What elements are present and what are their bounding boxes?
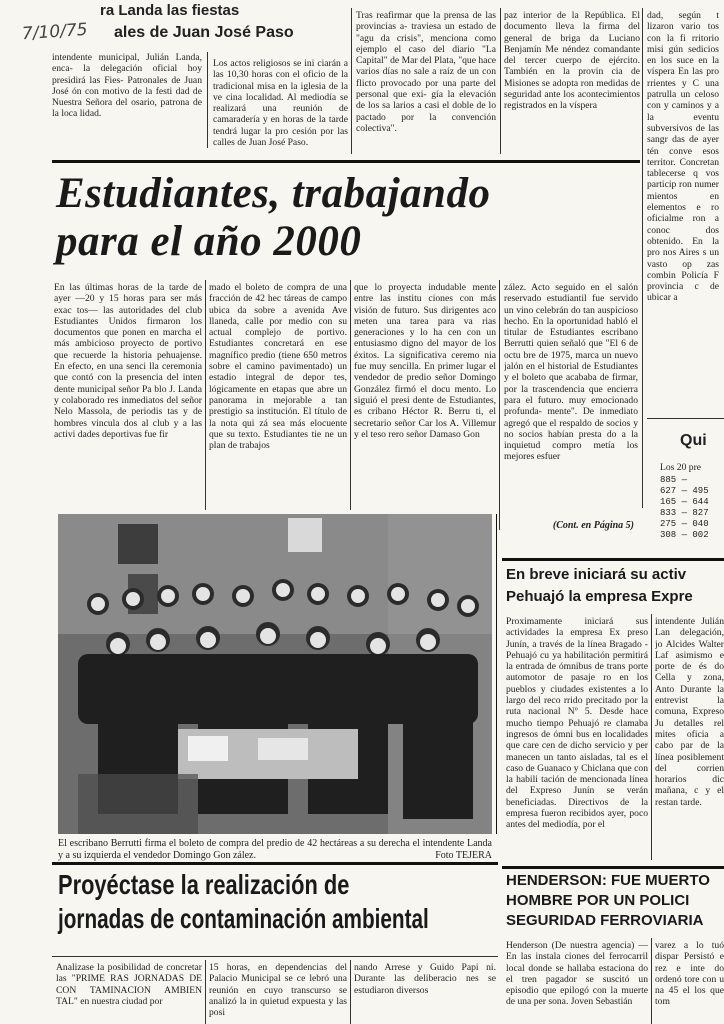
section-rule [647,418,724,419]
express-title-line2: Pehuajó la empresa Expre [506,588,693,605]
section-rule [52,160,640,163]
main-article-col1: En las últimas horas de la tarde de ayer —20 y 15 horas para ser más exac tos— las autoridades del club Estudiantes Unidos firmaron los documentos que ponen en marcha el más ambicioso proyecto de portivo que recuerde la historia pehuajense. En efecto, en una senci lla ceremonia que contó con la presencia del inten dente municipal señor Pa blo J. Landa y colaborado res inmediatos del señor Nelo Massola, de periodis tas y de hombres vincula dos al club y a las activi dades deportivas fue fir [54,282,202,440]
express-title-line1: En breve iniciará su activ [506,566,687,583]
bottom-article-col2: 15 horas, en dependencias del Palacio Municipal se ce lebró una reunión en cuyo transcurso se analizó la in quietud expuesta y las posi [209,962,347,1019]
henderson-title-line1: HENDERSON: FUE MUERTO [506,872,710,889]
lottery-row: 165 — 644 [660,497,709,507]
lottery-intro: Los 20 pre [660,462,702,473]
lottery-row: 833 — 827 [660,508,709,518]
column-divider [351,8,352,154]
column-divider [350,280,351,510]
column-divider [642,8,643,508]
column-divider [651,614,652,860]
top-headline-line1: ra Landa las fiestas [100,2,240,19]
lottery-row: 308 — 002 [660,530,709,540]
main-article-col4: zález. Acto seguido en el salón reservado estudiantil fue servido un vino celebrán do tan auspicioso hecho. En la oportunidad habló el titular de Estudiantes escribano Berrutti quien señaló que "El 6 de octu bre de 1975, marca un nuevo jalón en el historial de Estudiantes y el boleto que acababa de firmar, por la trascendencia que encierra para el futuro. muy emocionado profunda- mente". De inmediato agregó que el respaldo de socios y no socios habían presta do a la inquietud compro metía los mejores esfuer [504,282,638,463]
lottery-row: 885 — [660,475,688,485]
middle-top-col4: paz interior de la República. El documento lleva la firma del general de briga da Luciano Benjamín Me néndez comandante del tercer cuerpo de ejército. También en la provin cia de Misiones se adopta ron medidas de seguridad ante los acontecimientos registrados en la víspera [504,10,640,112]
lottery-list [660,475,709,541]
henderson-article-col2: varez a lo tuó dispar Persistó e rez e inte do ordenó tore con u na 45 el los que tom [655,940,724,1008]
henderson-title-line3: SEGURIDAD FERROVIARIA [506,912,704,929]
lottery-section-header: Qui [680,432,707,449]
section-rule [502,866,724,869]
section-rule [52,956,498,957]
bottom-article-col3: nando Arrese y Guido Papi ni. Durante las deliberacio nes se estudiaron diversos [354,962,496,996]
column-divider [499,280,500,530]
main-article-col3: que lo proyecta indudable mente entre las institu ciones con más visión de futuro. Sus dirigentes aco meten una tarea para va rias generaciones y lo ha cen con un entusiasmo digno del mayor de los éxitos. La significativa ceremo nia fue muy sencilla. En primer lugar el vendedor de predio señor Domingo González firmó el docu mento. Lo siguió el presi dente de Estudiantes, es cribano Héctor R. Berru ti, el secretario señor Car los A. Villemur y el teso rero señor Damaso Gon [354,282,496,440]
middle-top-col3: Tras reafirmar que la prensa de las provincias a- traviesa un estado de "agu da crisis", menciona como ejemplo el caso del diario "La Capital" de Mar del Plata, "que hace varios días no sale a raíz de un con flicto provocado por una parte del personal que exi- gía la elevación de los sa larios a casi el doble de lo pactado por la convención colectiva". [356,10,496,134]
photo-illustration [58,514,492,834]
top-story-col2: Los actos religiosos se ini ciarán a las 10,30 horas con el oficio de la tradicional misa en la iglesia de la ve cina localidad. Al mediodía se realizará una reunión de camaradería y en horas de la tarde tendrá lugar la pro cesión por las calles de Juan José Paso. [213,58,348,149]
photo-credit: Foto TEJERA [420,850,492,862]
column-divider [207,52,208,148]
bottom-title-line2: jornadas de contaminación ambiental [58,903,429,934]
main-article-col2: mado el boleto de compra de una fracción de 42 hec táreas de campo ubica da sobre a avenida Ave llaneda, calle por medio con su actual complejo de portivo. Estudiantes concretará en ese magnífico predio (tiene 650 metros sobre el camino pavimentado) un estadio integral de depor tes, lógicamente en etapas que abre un panorama in mejorable a tan prestigio sa institución. El título de la nota qui zá sea más elocuente que su texto. Estudiantes tie ne un plan de trabajos [209,282,347,452]
column-divider [350,960,351,1024]
express-article-col1: Proximamente iniciará sus actividades la empresa Ex preso Junín, a través de la línea Bragado - Pehuajó cu ya habilitación permitirá la entrada de ómnibus de trans porte automotor de pasaje ro en los pueblos y ciudades existentes a lo largo del reco rrido precitado por la ruta nacional Nº 5. Desde hace mucho tiempo Pehuajó re clamaba ingresos de ómni bus en localidades que care cen de dicho servicio y per manecen un tanto aisladas, tal es el caso de Guanaco y Chiclana que con la habili tación de mencionada línea del Expreso Junín se verán beneficiadas. Directivos de la empresa fueron recibidos ayer, poco antes del mediodía, por el [506,616,648,831]
bottom-article-col1: Analizase la posibilidad de concretar las "PRIME RAS JORNADAS DE CON TAMINACION AMBIEN TAL" en nuestra ciudad por [56,962,202,1007]
right-column-text: dad, según t lizaron vario tos con la fi rritorio misi gún sedicios en los suce en la víspera En las pro rrientes y C una patrulla un celoso con y caminos y a la eventu subversivos de las sangr das de ayer tén conve esos territor. Concretan tablecerse q vos particip ron numer mientos en elementos e ro oficialme ron a conoc dos obtenido. En la pro nos Aires s un vasto op zas combin Policía F provincia c de ubicar a [647,10,719,304]
main-title-line2: para el año 2000 [56,218,362,265]
continued-note: (Cont. en Página 5) [552,520,634,531]
section-rule [502,558,724,561]
top-story-col1: intendente municipal, Julián Landa, enca- la delegación oficial hoy presidirá las Fies- Patronales de Juan José ón con motivo de la festi dad de Nuestra Señora del osario, patrona de la loca lidad. [52,52,202,120]
lottery-row: 275 — 040 [660,519,709,529]
photo-border [496,514,497,834]
column-divider [205,280,206,510]
news-photo [58,514,492,834]
bottom-title-line1: Proyéctase la realización de [58,869,350,900]
express-article-col2: intendente Julián Lan delegación, jo Alcides Walter Laf asimismo e porte de és do Cella y zona, Anto Durante la entrevist la comuna, Expreso Ju detalles rel mites oficia a cabo par de la línea posiblement del corrien horarios dic mañana, c y el restan tarde. [655,616,724,808]
photo-caption: El escribano Berrutti firma el boleto de compra del predio de 42 hectáreas a su derecha el intendente Landa y a su izquierda el vendedor Domingo Gon zález. [58,838,492,861]
column-divider [500,8,501,154]
column-divider [205,960,206,1024]
henderson-title-line2: HOMBRE POR UN POLICI [506,892,690,909]
main-title-line1: Estudiantes, trabajando [56,170,491,217]
section-rule [52,862,498,865]
henderson-article-col1: Henderson (De nuestra agencia) — En las instala ciones del ferrocarril local donde se hallaba estaciona do el tren pagador se suscitó un episodio que epilogó con la muerte de una per sona. Joven Sebastián [506,940,648,1008]
handwritten-date: 7/10/75 [21,19,89,45]
lottery-row: 627 — 495 [660,486,709,496]
column-divider [651,938,652,1024]
top-headline-line2: ales de Juan José Paso [114,24,294,41]
